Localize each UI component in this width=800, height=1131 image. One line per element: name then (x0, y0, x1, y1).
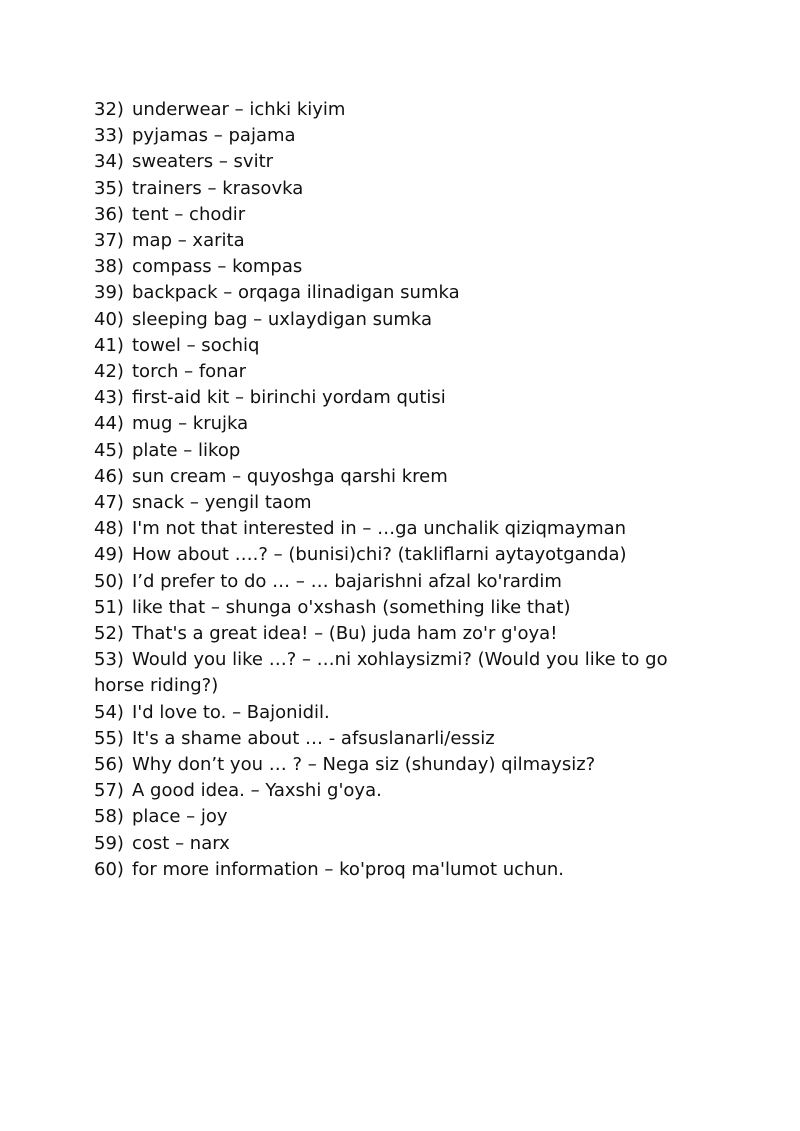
list-item (94, 385, 714, 411)
item-number: 54) (94, 701, 124, 723)
item-number: 48) (94, 518, 124, 540)
item-number: 59) (94, 832, 124, 854)
item-number: 49) (94, 544, 124, 566)
list-item (94, 831, 714, 857)
item-text: backpack – orqaga ilinadigan sumka (132, 282, 460, 304)
list-item (94, 857, 714, 883)
list-item (94, 464, 714, 490)
item-number: 47) (94, 492, 124, 514)
item-number: 42) (94, 361, 124, 383)
list-item (94, 97, 714, 123)
list-item (94, 752, 714, 778)
list-item (94, 123, 714, 149)
list-item (94, 804, 714, 830)
item-text: first-aid kit – birinchi yordam qutisi (132, 387, 446, 409)
item-text: place – joy (132, 806, 228, 828)
item-text: A good idea. – Yaxshi g'oya. (132, 780, 382, 802)
item-number: 44) (94, 413, 124, 435)
item-text: Why don’t you … ? – Nega siz (shunday) qilmaysiz? (132, 754, 596, 776)
item-number: 56) (94, 754, 124, 776)
list-item (94, 595, 714, 621)
item-number: 33) (94, 125, 124, 147)
list-item (94, 202, 714, 228)
item-text: for more information – ko'proq ma'lumot uchun. (132, 858, 564, 880)
item-text: tent – chodir (132, 203, 246, 225)
list-item (94, 333, 714, 359)
list-item (94, 176, 714, 202)
list-item (94, 254, 714, 280)
item-number: 53) (94, 649, 124, 671)
list-item (94, 280, 714, 306)
list-item (94, 778, 714, 804)
item-text: like that – shunga o'xshash (something like that) (132, 596, 571, 618)
item-number: 40) (94, 308, 124, 330)
item-number: 57) (94, 780, 124, 802)
item-number: 52) (94, 623, 124, 645)
item-number: 38) (94, 256, 124, 278)
list-item (94, 307, 714, 333)
item-text: sleeping bag – uxlaydigan sumka (132, 308, 433, 330)
item-number: 46) (94, 465, 124, 487)
item-number: 36) (94, 203, 124, 225)
item-text: I'm not that interested in – …ga unchalik qiziqmayman (132, 518, 627, 540)
item-text: I’d prefer to do … – … bajarishni afzal ko'rardim (132, 570, 562, 592)
item-text: That's a great idea! – (Bu) juda ham zo'r g'oya! (132, 623, 558, 645)
item-number: 60) (94, 858, 124, 880)
item-text: mug – krujka (132, 413, 249, 435)
list-item (94, 569, 714, 595)
item-number: 55) (94, 727, 124, 749)
list-item (94, 228, 714, 254)
list-item (94, 490, 714, 516)
item-text: It's a shame about … - afsuslanarli/essiz (132, 727, 495, 749)
item-text: Would you like …? – …ni xohlaysizmi? (Would you like to go horse riding?) (94, 649, 668, 697)
list-item (94, 411, 714, 437)
item-number: 51) (94, 596, 124, 618)
item-text: snack – yengil taom (132, 492, 312, 514)
list-item (94, 700, 714, 726)
item-number: 58) (94, 806, 124, 828)
item-text: map – xarita (132, 230, 245, 252)
list-item (94, 516, 714, 542)
item-text: compass – kompas (132, 256, 303, 278)
item-text: I'd love to. – Bajonidil. (132, 701, 330, 723)
item-text: underwear – ichki kiyim (132, 99, 346, 120)
list-item (94, 621, 714, 647)
item-text: trainers – krasovka (132, 177, 304, 199)
list-item (94, 542, 714, 568)
vocabulary-list (94, 97, 714, 883)
item-number: 45) (94, 439, 124, 461)
item-number: 50) (94, 570, 124, 592)
item-number: 35) (94, 177, 124, 199)
item-number: 37) (94, 230, 124, 252)
item-text: torch – fonar (132, 361, 247, 383)
item-text: cost – narx (132, 832, 230, 854)
item-number: 34) (94, 151, 124, 173)
list-item (94, 359, 714, 385)
item-number: 32) (94, 99, 124, 120)
list-item (94, 438, 714, 464)
item-text: pyjamas – pajama (132, 125, 296, 147)
list-item (94, 726, 714, 752)
item-number: 39) (94, 282, 124, 304)
item-text: plate – likop (132, 439, 241, 461)
list-item (94, 149, 714, 175)
item-text: How about ….? – (bunisi)chi? (takliflarni aytayotganda) (132, 544, 627, 566)
item-text: sweaters – svitr (132, 151, 274, 173)
item-number: 41) (94, 334, 124, 356)
list-item (94, 647, 714, 699)
item-text: towel – sochiq (132, 334, 260, 356)
item-text: sun cream – quyoshga qarshi krem (132, 465, 448, 487)
item-number: 43) (94, 387, 124, 409)
